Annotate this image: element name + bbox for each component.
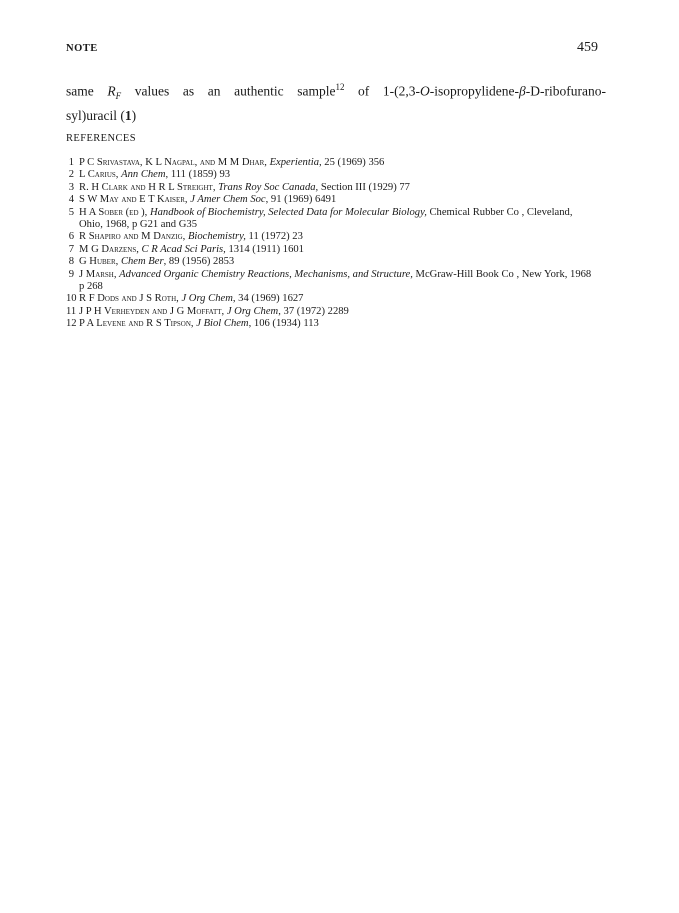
reference-item: 9 J Marsh, Advanced Organic Chemistry Reactions, Mechanisms, and Structure, McGraw-Hill Book Co , New York, 1968 p 268 [68, 268, 592, 293]
reference-item: 11 J P H Verheyden and J G Moffatt, J Org Chem, 37 (1972) 2289 [66, 305, 349, 317]
running-head: NOTE [66, 43, 98, 54]
compound-number: 1 [124, 108, 132, 124]
body-paragraph [66, 78, 606, 125]
reference-item: 5 H A Sober (ed ), Handbook of Biochemistry, Selected Data for Molecular Biology, Chemical Rubber Co , Cleveland, Ohio, 1968, p G21 and G35 [68, 206, 573, 231]
references-heading: REFERENCES [66, 133, 136, 144]
reference-item: 6 R Shapiro and M Danzig, Biochemistry, 11 (1972) 23 [68, 231, 303, 243]
reference-item: 10 R F Dods and J S Roth, J Org Chem, 34 (1969) 1627 [66, 293, 304, 305]
references-list [66, 157, 598, 331]
reference-item: 4 S W May and E T Kaiser, J Amer Chem Soc, 91 (1969) 6491 [68, 194, 337, 206]
reference-item: 1 P C Srivastava, K L Nagpal, and M M Dhar, Experientia, 25 (1969) 356 [68, 157, 385, 168]
reference-item: 3 R. H Clark and H R L Streight, Trans Roy Soc Canada, Section III (1929) 77 [68, 181, 410, 193]
reference-item: 12 P A Levene and R S Tipson, J Biol Chem, 106 (1934) 113 [66, 318, 319, 330]
reference-item: 8 G Huber, Chem Ber, 89 (1956) 2853 [68, 256, 235, 268]
citation-12[interactable]: 12 [335, 82, 345, 92]
body-line-1: same $R_F$ values as an authentic sample$^{12}$ of 1-(2,3-O-isopropylidene-β-D-ribofurano- [66, 82, 606, 102]
page-number: 459 [577, 40, 598, 55]
page-header [66, 40, 598, 56]
reference-item: 7 M G Darzens, C R Acad Sci Paris, 1314 (1911) 1601 [68, 243, 304, 255]
reference-item: 2 L Carius, Ann Chem, 111 (1859) 93 [68, 169, 231, 181]
body-line-2: syl)uracil (1) [66, 108, 137, 124]
